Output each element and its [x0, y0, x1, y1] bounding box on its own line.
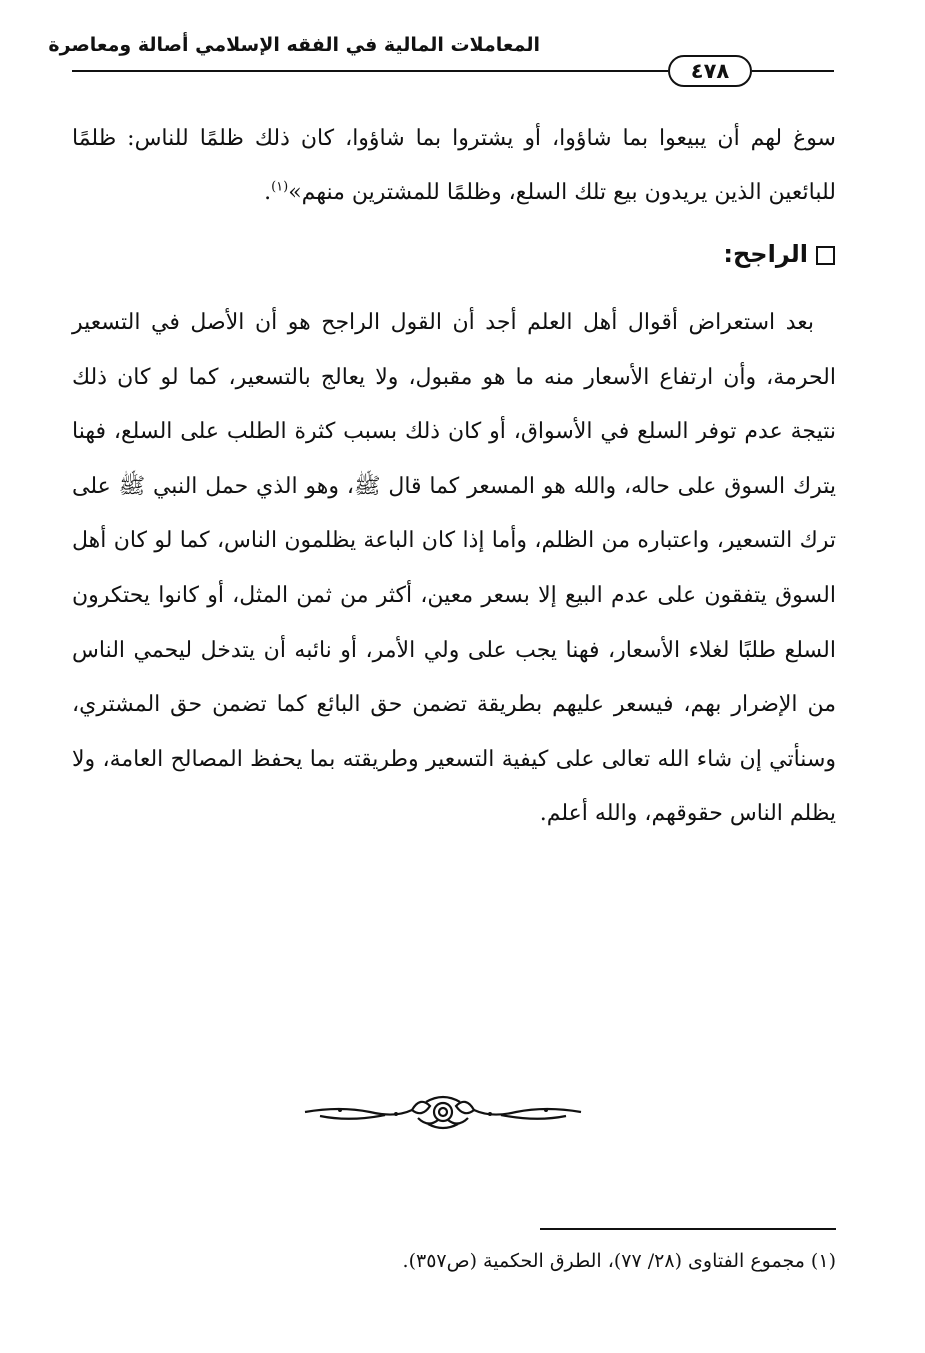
section-heading-text: الراجح: [723, 240, 808, 268]
running-title: المعاملات المالية في الفقه الإسلامي أصالة ومعاصرة [48, 34, 540, 56]
main-paragraph [72, 296, 836, 842]
header-rule-right [752, 70, 834, 72]
checkbox-square-icon [816, 246, 835, 265]
header-rule [72, 70, 668, 72]
page-number: ٤٧٨ [668, 55, 752, 87]
footnote-rule [540, 1228, 836, 1230]
intro-end: . [264, 180, 272, 205]
main-paragraph-text: بعد استعراض أقوال أهل العلم أجد أن القول الراجح هو أن الأصل في التسعير الحرمة، وأن ارتفاع الأسعار منه ما هو مقبول، ولا يعالج بالتسعير، كما لو كان ذلك نتيجة عدم توفر السلع في الأسواق، أو كان ذلك بسبب كثرة الطلب على السلع، فهنا يترك السوق على حاله، والله هو المسعر كما قال ﷺ، وهو الذي حمل النبي ﷺ على ترك التسعير، واعتباره من الظلم، وأما إذا كان الباعة يظلمون الناس، كما لو كان أهل السوق يتفقون على عدم البيع إلا بسعر معين، أكثر من ثمن المثل، أو كانوا يحتكرون السلع طلبًا لغلاء الأسعار، فهنا يجب على ولي الأمر، أو نائبه أن يتدخل ليحمي الناس من الإضرار بهم، فيسعر عليهم بطريقة تضمن حق البائع كما تضمن حق المشتري، وسنأتي إن شاء الله تعالى على كيفية التسعير وطريقته بما يحفظ المصالح العامة، ولا يظلم الناس حقوقهم، والله أعلم. [72, 310, 836, 827]
footnote: (١) مجموع الفتاوى (٢٨/ ٧٧)، الطرق الحكمية (ص٣٥٧). [402, 1250, 836, 1272]
section-heading [723, 234, 835, 274]
intro-text: سوغ لهم أن يبيعوا بما شاؤوا، أو يشتروا بما شاؤوا، كان ذلك ظلمًا للناس: ظلمًا للبائعين الذين يريدون بيع تلك السلع، وظلمًا للمشترين منهم» [72, 126, 836, 205]
intro-paragraph [72, 112, 836, 220]
ornament-divider-icon [300, 1092, 586, 1132]
footnote-ref: (١) [271, 179, 289, 195]
